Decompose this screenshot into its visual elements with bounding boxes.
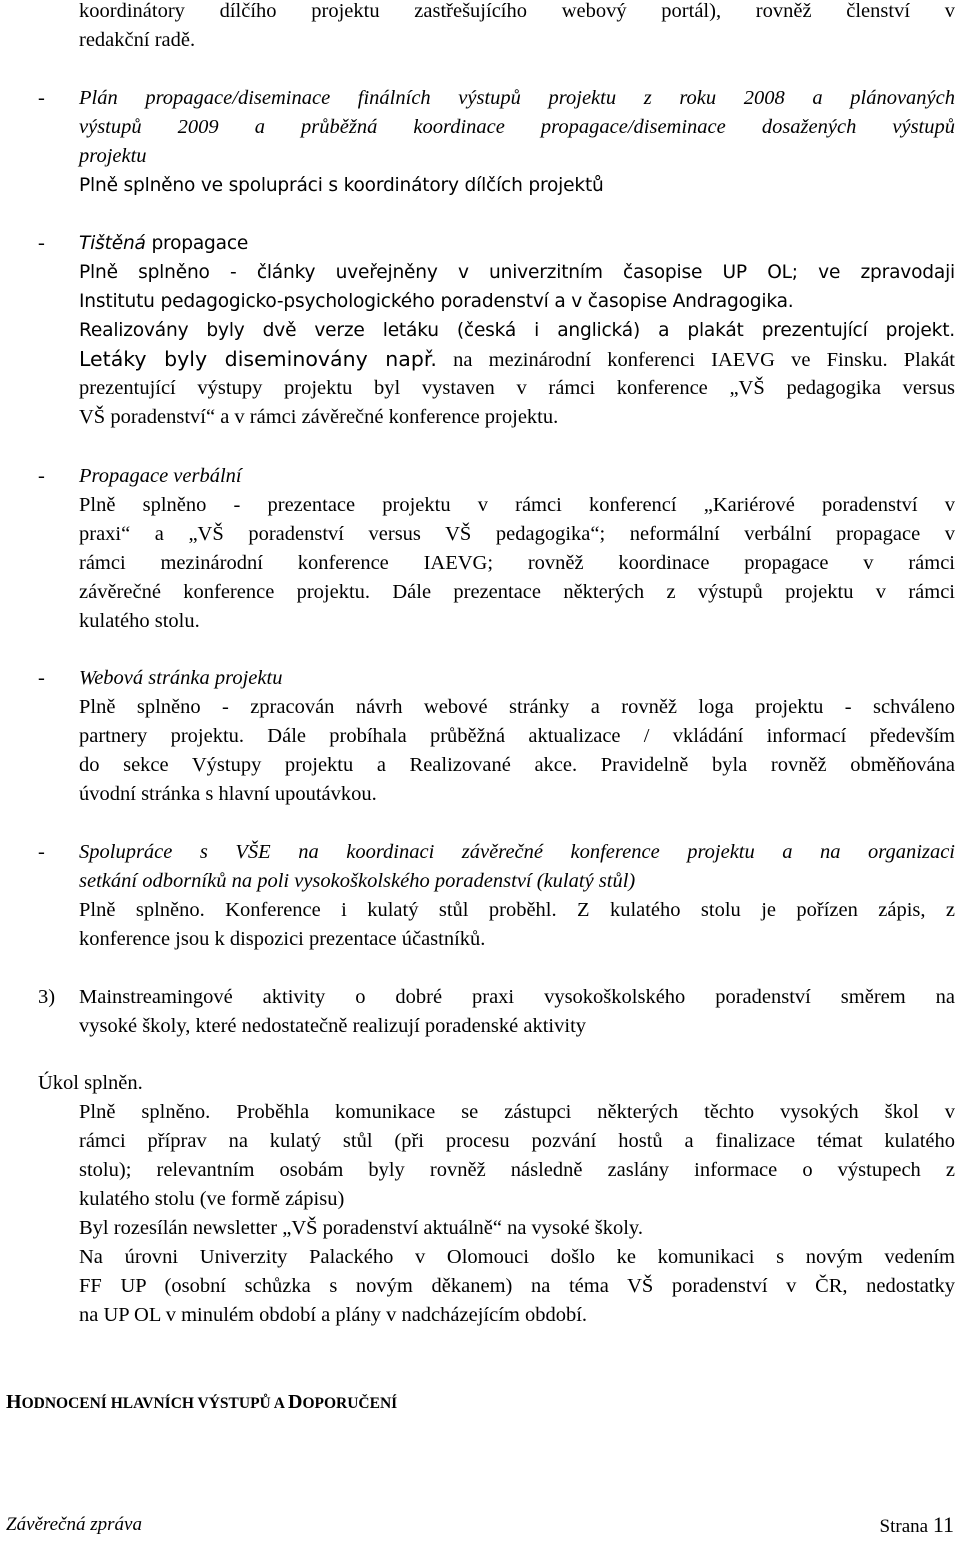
list-dash: - xyxy=(38,841,45,863)
text-fragment: na mezinárodní konferenci IAEVG ve Finsku. xyxy=(436,349,888,371)
text-line: úvodní stránka s hlavní upoutávkou. xyxy=(79,783,377,805)
list-dash: - xyxy=(38,465,45,487)
text-line: Plně splněno ve spolupráci s koordinátory dílčích projektů xyxy=(79,175,604,196)
text-line: Plně splněno - zpracován návrh webové stránky a rovněž loga projektu - schváleno xyxy=(79,696,955,718)
section-title-rest: propagace xyxy=(145,233,249,254)
text-line: praxi“ a „VŠ poradenství versus VŠ pedagogika“; neformální verbální propagace v xyxy=(79,523,955,545)
heading-initial: D xyxy=(287,1391,303,1413)
text-line: partnery projektu. Dále probíhala průběžná aktualizace / vkládání informací především xyxy=(79,725,955,747)
heading-smallcaps: OPORUČENÍ xyxy=(302,1395,398,1412)
section-title: projektu xyxy=(79,145,147,167)
list-dash: - xyxy=(38,87,45,109)
section-title: Propagace verbální xyxy=(79,465,242,487)
footer-document-title: Závěrečná zpráva xyxy=(6,1514,142,1535)
text-fragment: Letáky byly diseminovány např. xyxy=(79,347,437,371)
text-line: na UP OL v minulém období a plány v nadcházejícím období. xyxy=(79,1304,588,1326)
text-line: konference jsou k dispozici prezentace účastníků. xyxy=(79,928,486,950)
page-label: Strana xyxy=(879,1516,929,1537)
text-line: stolu); relevantním osobám byly rovněž následně zaslány informace o výstupech z xyxy=(79,1159,955,1181)
text-line: Na úrovni Univerzity Palackého v Olomouci došlo ke komunikaci s novým vedením xyxy=(79,1246,955,1268)
section-title: Mainstreamingové aktivity o dobré praxi vysokoškolského poradenství směrem na xyxy=(79,986,955,1008)
section-title-italic: Tištěná xyxy=(79,233,146,254)
text-line: rámci mezinárodní konference IAEVG; rovněž koordinace propagace v rámci xyxy=(79,552,955,574)
heading-initial: H xyxy=(6,1391,22,1413)
text-line: rámci příprav na kulatý stůl (při procesu pozvání hostů a finalizace témat kulatého xyxy=(79,1130,955,1152)
text-line: VŠ poradenství“ a v rámci závěrečné konference projektu. xyxy=(79,406,559,428)
section-heading xyxy=(6,1388,397,1418)
section-title: Spolupráce s VŠE na koordinaci závěrečné konference projektu a na organizaci xyxy=(79,841,955,863)
text-line xyxy=(79,345,955,375)
text-line: kulatého stolu (ve formě zápisu) xyxy=(79,1188,345,1210)
section-title: Plán propagace/diseminace finálních výstupů projektu z roku 2008 a plánovaných xyxy=(79,87,955,109)
text-line: Plně splněno - prezentace projektu v rámci konferencí „Kariérové poradenství v xyxy=(79,494,955,516)
text-line: FF UP (osobní schůzka s novým děkanem) na téma VŠ poradenství v ČR, nedostatky xyxy=(79,1275,955,1297)
text-line: Plně splněno. Proběhla komunikace se zástupci některých těchto vysokých škol v xyxy=(79,1101,955,1123)
text-line: Realizovány byly dvě verze letáku (česká i anglická) a plakát prezentující projekt. xyxy=(79,320,955,341)
text-line: prezentující výstupy projektu byl vystaven v rámci konference „VŠ pedagogika versus xyxy=(79,377,955,399)
section-title: Webová stránka projektu xyxy=(79,667,283,689)
list-dash: - xyxy=(38,667,45,689)
text-line: Plně splněno - články uveřejněny v univerzitním časopise UP OL; ve zpravodaji xyxy=(79,262,955,283)
section-title: výstupů 2009 a průběžná koordinace propagace/diseminace dosažených výstupů xyxy=(79,116,955,138)
section-title: setkání odborníků na poli vysokoškolského poradenství (kulatý stůl) xyxy=(79,870,636,892)
page-number: 11 xyxy=(932,1512,954,1537)
task-status: Úkol splněn. xyxy=(38,1072,143,1094)
text-fragment: Plakát xyxy=(887,349,956,371)
heading-smallcaps: ODNOCENÍ HLAVNÍCH VÝSTUPŮ A xyxy=(21,1395,288,1412)
text-line: Plně splněno. Konference i kulatý stůl proběhl. Z kulatého stolu je pořízen zápis, z xyxy=(79,899,955,921)
text-line: kulatého stolu. xyxy=(79,610,200,632)
text-line: do sekce Výstupy projektu a Realizované akce. Pravidelně byla rovněž obměňována xyxy=(79,754,955,776)
text-line: redakční radě. xyxy=(79,29,196,51)
section-title xyxy=(79,229,248,258)
text-line: Institutu pedagogicko-psychologického poradenství a v časopise Andragogika. xyxy=(79,291,794,312)
section-title: vysoké školy, které nedostatečně realizují poradenské aktivity xyxy=(79,1015,587,1037)
text-line: Byl rozesílán newsletter „VŠ poradenství aktuálně“ na vysoké školy. xyxy=(79,1217,643,1239)
list-dash: - xyxy=(38,232,45,254)
list-number: 3) xyxy=(38,986,56,1008)
text-line: koordinátory dílčího projektu zastřešujícího webový portál), rovněž členství v xyxy=(79,0,955,22)
text-line: závěrečné konference projektu. Dále prezentace některých z výstupů projektu v rámci xyxy=(79,581,955,603)
footer-page-number xyxy=(880,1513,954,1539)
